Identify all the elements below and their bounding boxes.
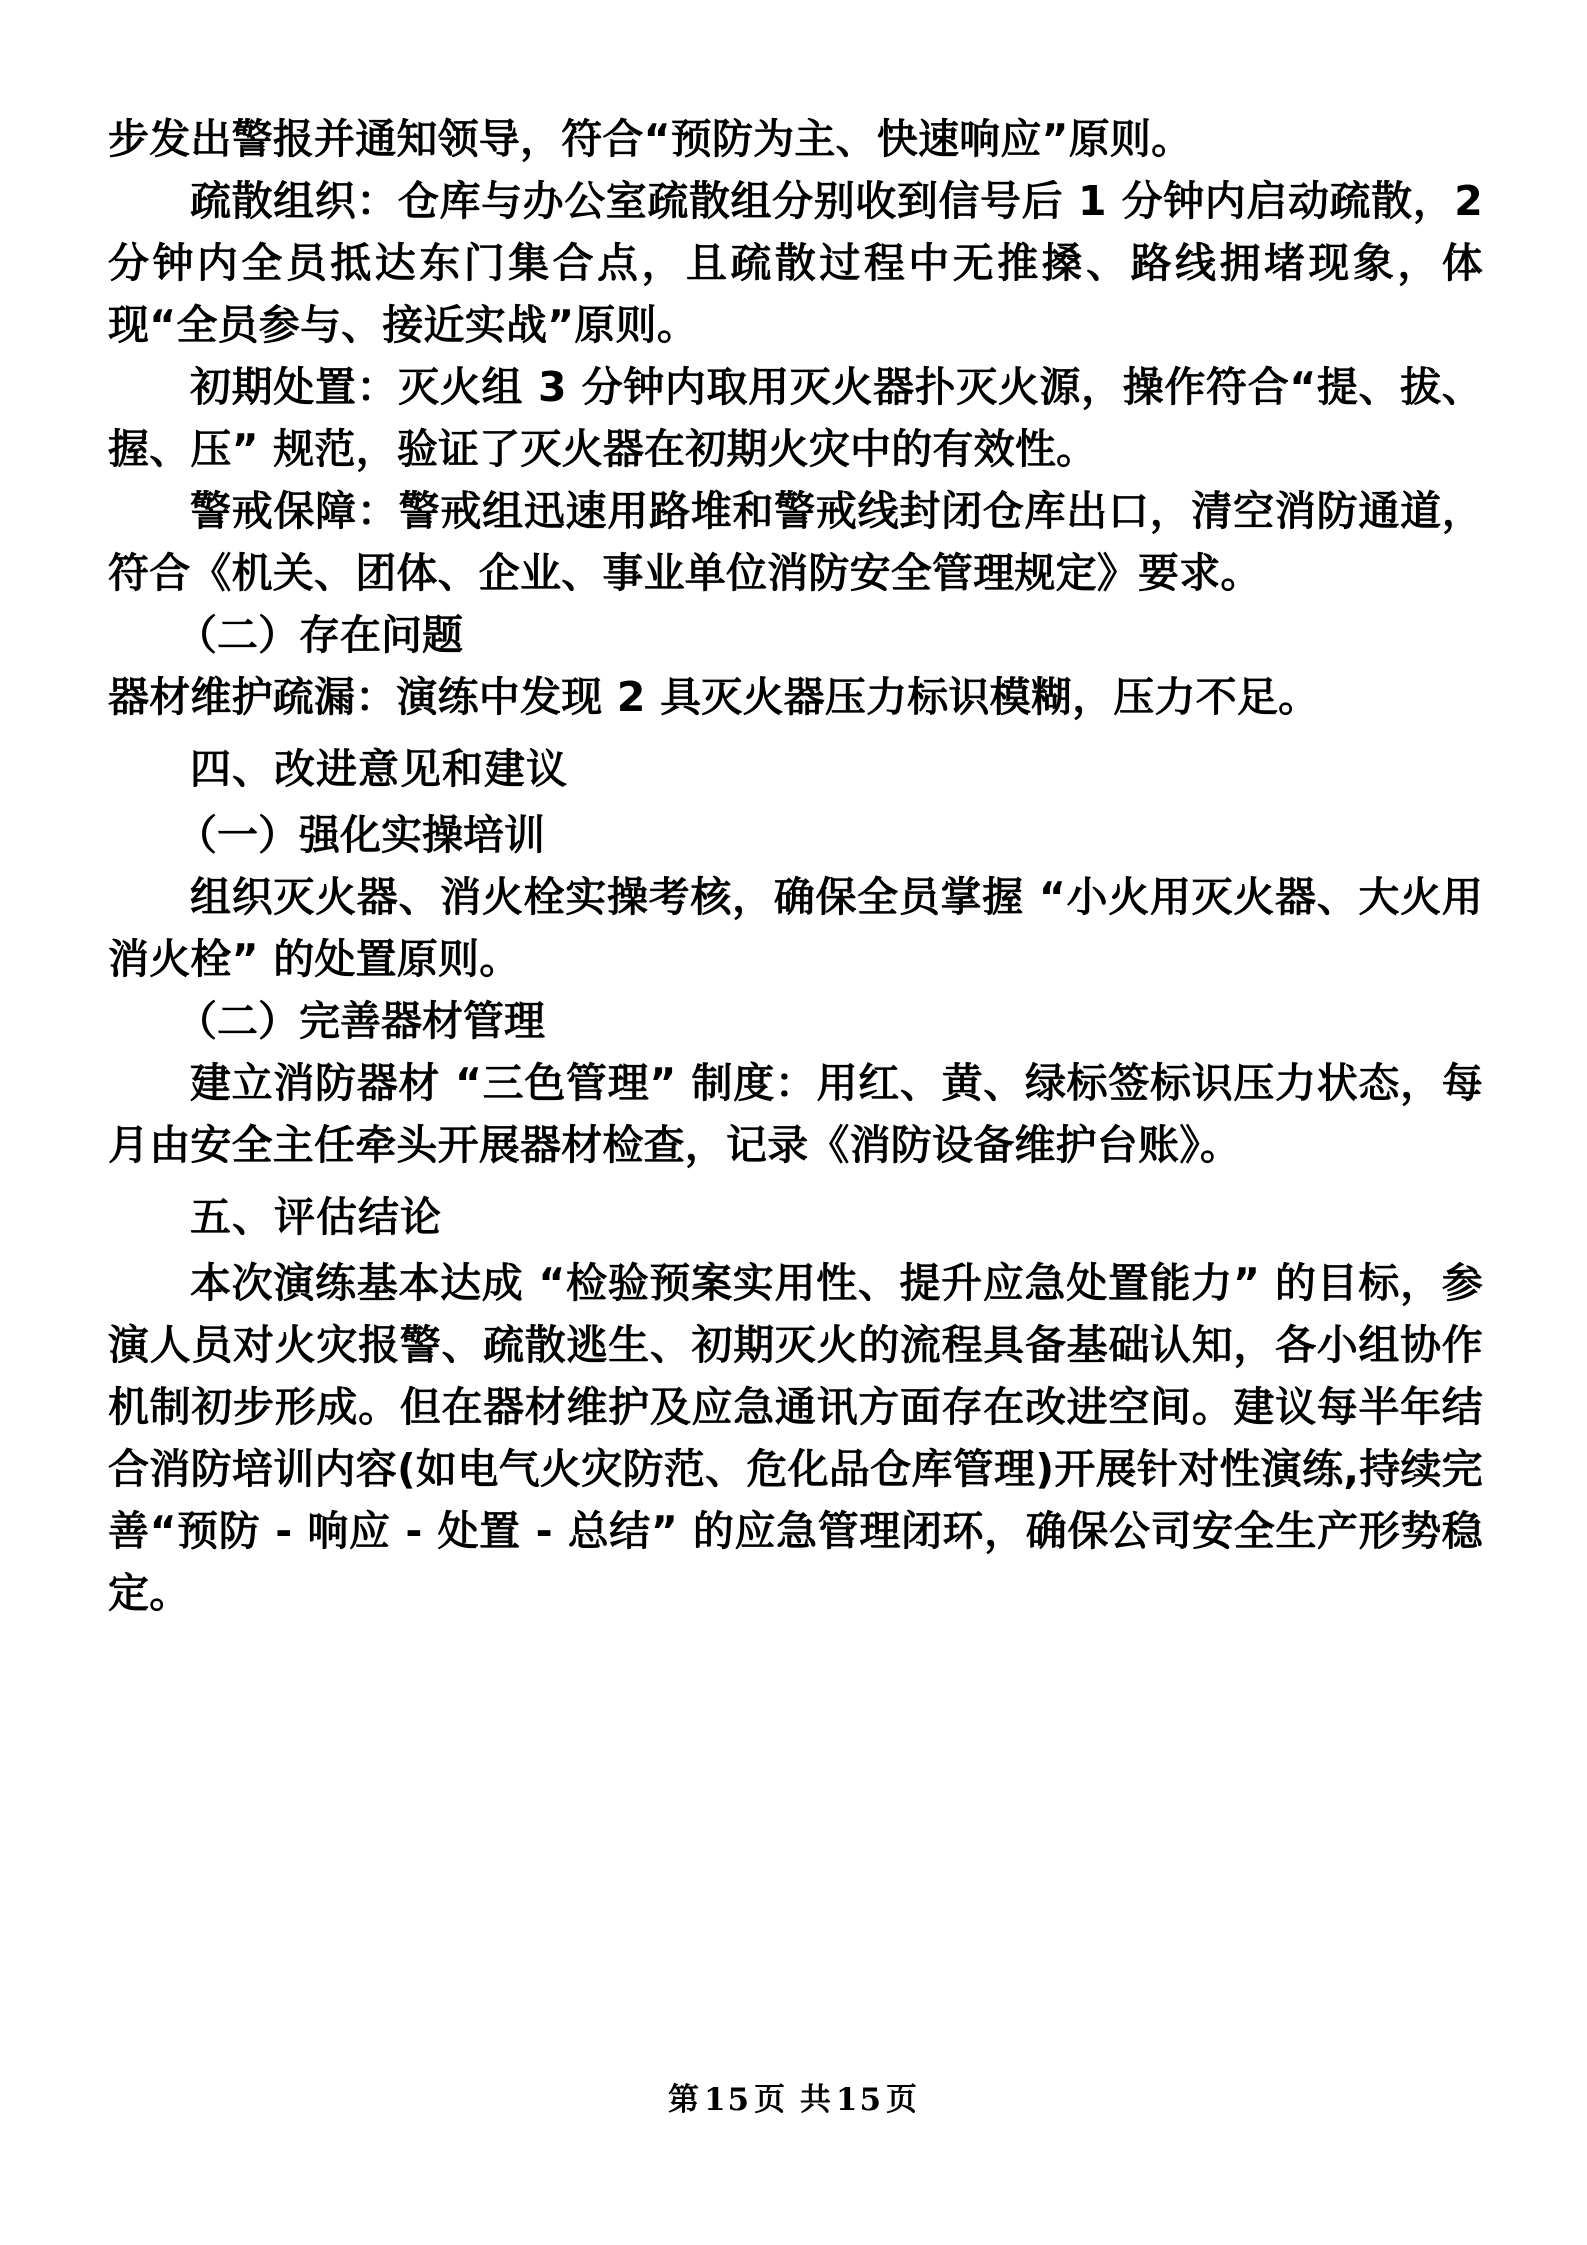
paragraph-evacuation-organization: 疏散组织：仓库与办公室疏散组分别收到信号后 1 分钟内启动疏散，2 分钟内全员抵达东门集合点，且疏散过程中无推搡、路线拥堵现象，体现“全员参与、接近实战”原则。 xyxy=(108,177,1483,349)
paragraph-strengthen-practical-training: 组织灭火器、消火栓实操考核，确保全员掌握 “小火用灭火器、大火用消火栓” 的处置原则。 xyxy=(108,873,1483,983)
page-content xyxy=(108,108,1483,1624)
subheading-improve-equipment-management: （二）完善器材管理 xyxy=(176,997,545,1045)
paragraph-guard-support: 警戒保障：警戒组迅速用路堆和警戒线封闭仓库出口，清空消防通道，符合《机关、团体、企业、事业单位消防安全管理规定》要求。 xyxy=(108,487,1483,597)
paragraph-initial-handling: 初期处置：灭火组 3 分钟内取用灭火器扑灭火源，操作符合“提、拔、握、压” 规范，验证了灭火器在初期火灾中的有效性。 xyxy=(108,363,1483,473)
heading-section-five: 五、评估结论 xyxy=(190,1193,442,1241)
footer-page-current: 15 xyxy=(703,2082,752,2118)
footer-middle: 页 共 xyxy=(754,2082,833,2118)
paragraph-evaluation-conclusion: 本次演练基本达成 “检验预案实用性、提升应急处置能力” 的目标，参演人员对火灾报警、疏散逃生、初期灭火的流程具备基础认知，各小组协作机制初步形成。但在器材维护及应急通讯方面存在改进空间。建议每半年结合消防培训内容(如电气火灾防范、危化品仓库管理)开展针对性演练,持续完善“预防 - 响应 - 处置 - 总结” 的应急管理闭环，确保公司安全生产形势稳定。 xyxy=(108,1259,1483,1617)
subheading-existing-problems: （二）存在问题 xyxy=(176,611,463,659)
page-footer xyxy=(0,2074,1587,2119)
paragraph-continued-alarm: 步发出警报并通知领导，符合“预防为主、快速响应”原则。 xyxy=(108,115,1193,163)
paragraph-improve-equipment-management: 建立消防器材 “三色管理” 制度：用红、黄、绿标签标识压力状态，每月由安全主任牵头开展器材检查，记录《消防设备维护台账》。 xyxy=(108,1059,1483,1169)
heading-section-four: 四、改进意见和建议 xyxy=(190,745,568,793)
subheading-strengthen-practical-training: （一）强化实操培训 xyxy=(176,811,545,859)
footer-suffix: 页 xyxy=(886,2082,920,2118)
footer-prefix: 第 xyxy=(667,2082,701,2118)
footer-page-total: 15 xyxy=(835,2082,884,2118)
paragraph-equipment-maintenance-gap: 器材维护疏漏：演练中发现 2 具灭火器压力标识模糊，压力不足。 xyxy=(108,673,1320,721)
